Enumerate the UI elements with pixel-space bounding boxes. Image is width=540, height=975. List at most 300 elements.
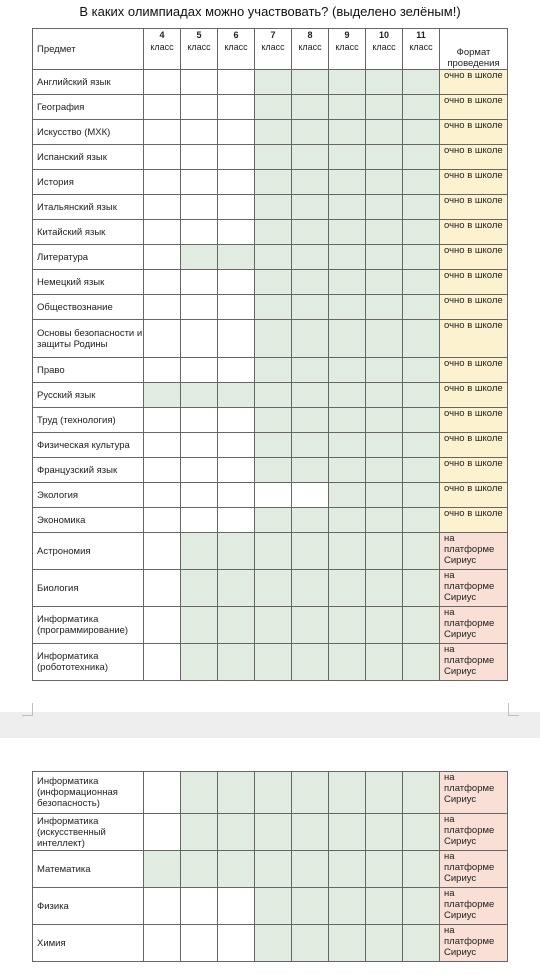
grade-cell (181, 70, 218, 95)
table-row (33, 70, 508, 95)
eligible-grade-cell (403, 320, 440, 358)
eligible-grade-cell (366, 270, 403, 295)
table-row (33, 270, 508, 295)
eligible-grade-cell (255, 120, 292, 145)
eligible-grade-cell (292, 245, 329, 270)
grade-cell (218, 195, 255, 220)
eligible-grade-cell (329, 220, 366, 245)
table-row (33, 458, 508, 483)
grade-cell (181, 508, 218, 533)
eligible-grade-cell (181, 383, 218, 408)
grade-cell (144, 120, 181, 145)
eligible-grade-cell (329, 851, 366, 888)
eligible-grade-cell (329, 433, 366, 458)
grade-word: класс (261, 42, 285, 52)
grade-word: класс (224, 42, 248, 52)
format-cell: очно в школе (440, 320, 508, 358)
olympiad-table-continued (32, 771, 508, 962)
grade-cell (144, 814, 181, 851)
eligible-grade-cell (366, 458, 403, 483)
eligible-grade-cell (292, 888, 329, 925)
eligible-grade-cell (403, 295, 440, 320)
subject-cell: Право (33, 358, 144, 383)
eligible-grade-cell (366, 508, 403, 533)
eligible-grade-cell (255, 145, 292, 170)
format-cell: очно в школе (440, 70, 508, 95)
table-row (33, 483, 508, 508)
eligible-grade-cell (403, 270, 440, 295)
eligible-grade-cell (255, 607, 292, 644)
eligible-grade-cell (366, 320, 403, 358)
header-grade-10 (366, 29, 403, 70)
eligible-grade-cell (329, 508, 366, 533)
grade-cell (218, 320, 255, 358)
grade-cell (218, 220, 255, 245)
grade-cell (144, 195, 181, 220)
eligible-grade-cell (292, 433, 329, 458)
table-header-row (33, 29, 508, 70)
eligible-grade-cell (403, 433, 440, 458)
eligible-grade-cell (292, 195, 329, 220)
format-cell: на платформе Сириус (440, 570, 508, 607)
format-cell: на платформе Сириус (440, 888, 508, 925)
table-row (33, 433, 508, 458)
subject-cell: Немецкий язык (33, 270, 144, 295)
table-row (33, 925, 508, 962)
grade-cell (144, 533, 181, 570)
eligible-grade-cell (403, 483, 440, 508)
grade-cell (144, 70, 181, 95)
eligible-grade-cell (292, 383, 329, 408)
eligible-grade-cell (403, 95, 440, 120)
format-cell: очно в школе (440, 458, 508, 483)
eligible-grade-cell (329, 270, 366, 295)
grade-cell (218, 120, 255, 145)
subject-cell: Экономика (33, 508, 144, 533)
eligible-grade-cell (255, 95, 292, 120)
header-grade-9 (329, 29, 366, 70)
subject-cell: Экология (33, 483, 144, 508)
format-cell: на платформе Сириус (440, 851, 508, 888)
grade-cell (181, 145, 218, 170)
table-row (33, 570, 508, 607)
eligible-grade-cell (403, 195, 440, 220)
grade-number: 9 (344, 30, 350, 40)
eligible-grade-cell (255, 320, 292, 358)
eligible-grade-cell (403, 925, 440, 962)
grade-cell (218, 95, 255, 120)
table-row (33, 814, 508, 851)
format-cell: очно в школе (440, 170, 508, 195)
eligible-grade-cell (292, 95, 329, 120)
grade-number: 4 (159, 30, 165, 40)
eligible-grade-cell (403, 408, 440, 433)
eligible-grade-cell (329, 95, 366, 120)
subject-cell: Биология (33, 570, 144, 607)
eligible-grade-cell (181, 772, 218, 814)
table-row (33, 508, 508, 533)
eligible-grade-cell (292, 925, 329, 962)
table-row (33, 358, 508, 383)
table-row (33, 607, 508, 644)
eligible-grade-cell (218, 772, 255, 814)
subject-cell: Китайский язык (33, 220, 144, 245)
table-row (33, 220, 508, 245)
subject-cell: Информатика (робототехника) (33, 644, 144, 681)
subject-cell: Информатика (информационная безопасность) (33, 772, 144, 814)
format-cell: очно в школе (440, 220, 508, 245)
grade-cell (144, 570, 181, 607)
eligible-grade-cell (329, 295, 366, 320)
grade-cell (144, 95, 181, 120)
eligible-grade-cell (255, 888, 292, 925)
grade-cell (218, 358, 255, 383)
table-row (33, 408, 508, 433)
subject-cell: Французский язык (33, 458, 144, 483)
subject-cell: Итальянский язык (33, 195, 144, 220)
eligible-grade-cell (255, 644, 292, 681)
grade-cell (218, 888, 255, 925)
grade-word: класс (187, 42, 211, 52)
grade-cell (218, 433, 255, 458)
eligible-grade-cell (218, 245, 255, 270)
eligible-grade-cell (403, 851, 440, 888)
subject-cell: География (33, 95, 144, 120)
eligible-grade-cell (292, 814, 329, 851)
subject-cell: Труд (технология) (33, 408, 144, 433)
grade-cell (218, 145, 255, 170)
eligible-grade-cell (255, 70, 292, 95)
header-grade-11 (403, 29, 440, 70)
format-cell: очно в школе (440, 95, 508, 120)
eligible-grade-cell (403, 533, 440, 570)
page-corner-mark-right (508, 703, 519, 716)
grade-cell (144, 245, 181, 270)
eligible-grade-cell (366, 644, 403, 681)
format-cell: очно в школе (440, 408, 508, 433)
format-cell: очно в школе (440, 383, 508, 408)
eligible-grade-cell (255, 851, 292, 888)
eligible-grade-cell (403, 644, 440, 681)
eligible-grade-cell (218, 570, 255, 607)
eligible-grade-cell (329, 383, 366, 408)
eligible-grade-cell (255, 295, 292, 320)
eligible-grade-cell (329, 533, 366, 570)
eligible-grade-cell (255, 772, 292, 814)
eligible-grade-cell (403, 358, 440, 383)
grade-cell (218, 508, 255, 533)
eligible-grade-cell (329, 145, 366, 170)
table-row (33, 644, 508, 681)
eligible-grade-cell (292, 120, 329, 145)
eligible-grade-cell (329, 320, 366, 358)
subject-cell: Обществознание (33, 295, 144, 320)
grade-number: 6 (233, 30, 239, 40)
grade-cell (144, 270, 181, 295)
eligible-grade-cell (329, 607, 366, 644)
grade-cell (144, 170, 181, 195)
eligible-grade-cell (255, 433, 292, 458)
subject-cell: Литература (33, 245, 144, 270)
grade-cell (144, 320, 181, 358)
eligible-grade-cell (181, 570, 218, 607)
table-row (33, 772, 508, 814)
subject-cell: Английский язык (33, 70, 144, 95)
eligible-grade-cell (366, 772, 403, 814)
eligible-grade-cell (403, 145, 440, 170)
eligible-grade-cell (181, 533, 218, 570)
subject-cell: Физическая культура (33, 433, 144, 458)
eligible-grade-cell (218, 644, 255, 681)
eligible-grade-cell (403, 170, 440, 195)
grade-cell (181, 170, 218, 195)
eligible-grade-cell (292, 320, 329, 358)
grade-cell (181, 888, 218, 925)
header-format: Формат проведения (440, 29, 508, 70)
eligible-grade-cell (403, 888, 440, 925)
table-row (33, 145, 508, 170)
eligible-grade-cell (255, 508, 292, 533)
grade-word: класс (335, 42, 359, 52)
grade-cell (144, 408, 181, 433)
format-cell: на платформе Сириус (440, 772, 508, 814)
subject-cell: Испанский язык (33, 145, 144, 170)
grade-cell (181, 408, 218, 433)
subject-cell: История (33, 170, 144, 195)
eligible-grade-cell (366, 814, 403, 851)
eligible-grade-cell (218, 814, 255, 851)
grade-cell (292, 483, 329, 508)
table-row (33, 245, 508, 270)
eligible-grade-cell (329, 458, 366, 483)
eligible-grade-cell (366, 95, 403, 120)
eligible-grade-cell (329, 358, 366, 383)
format-cell: очно в школе (440, 508, 508, 533)
eligible-grade-cell (292, 644, 329, 681)
header-grade-4 (144, 29, 181, 70)
grade-cell (181, 320, 218, 358)
table-row (33, 120, 508, 145)
grade-cell (181, 120, 218, 145)
table-row (33, 195, 508, 220)
eligible-grade-cell (329, 644, 366, 681)
table-row (33, 888, 508, 925)
eligible-grade-cell (144, 851, 181, 888)
eligible-grade-cell (403, 772, 440, 814)
eligible-grade-cell (292, 358, 329, 383)
eligible-grade-cell (329, 888, 366, 925)
eligible-grade-cell (144, 383, 181, 408)
eligible-grade-cell (255, 195, 292, 220)
format-cell: очно в школе (440, 145, 508, 170)
grade-cell (144, 772, 181, 814)
subject-cell: Математика (33, 851, 144, 888)
grade-cell (144, 220, 181, 245)
eligible-grade-cell (403, 814, 440, 851)
table-row (33, 170, 508, 195)
grade-cell (218, 483, 255, 508)
eligible-grade-cell (218, 383, 255, 408)
header-grade-5 (181, 29, 218, 70)
eligible-grade-cell (366, 245, 403, 270)
eligible-grade-cell (218, 607, 255, 644)
eligible-grade-cell (329, 245, 366, 270)
eligible-grade-cell (403, 245, 440, 270)
grade-cell (144, 888, 181, 925)
format-cell: очно в школе (440, 195, 508, 220)
eligible-grade-cell (329, 195, 366, 220)
table-row (33, 320, 508, 358)
eligible-grade-cell (366, 483, 403, 508)
page-corner-mark-left (22, 703, 33, 716)
format-cell: на платформе Сириус (440, 925, 508, 962)
eligible-grade-cell (292, 70, 329, 95)
format-cell: на платформе Сириус (440, 607, 508, 644)
grade-word: класс (372, 42, 396, 52)
page-title: В каких олимпиадах можно участвовать? (выделено зелёным!) (79, 4, 461, 19)
header-grade-8 (292, 29, 329, 70)
grade-number: 11 (416, 30, 426, 40)
grade-cell (218, 295, 255, 320)
eligible-grade-cell (218, 851, 255, 888)
grade-cell (144, 295, 181, 320)
eligible-grade-cell (218, 533, 255, 570)
eligible-grade-cell (255, 358, 292, 383)
eligible-grade-cell (403, 220, 440, 245)
grade-cell (144, 607, 181, 644)
eligible-grade-cell (255, 408, 292, 433)
grade-word: класс (298, 42, 322, 52)
header-grade-6 (218, 29, 255, 70)
grade-cell (181, 220, 218, 245)
eligible-grade-cell (366, 607, 403, 644)
eligible-grade-cell (366, 70, 403, 95)
table-row (33, 295, 508, 320)
eligible-grade-cell (366, 220, 403, 245)
subject-cell: Информатика (программирование) (33, 607, 144, 644)
table-row (33, 95, 508, 120)
eligible-grade-cell (329, 570, 366, 607)
eligible-grade-cell (366, 533, 403, 570)
eligible-grade-cell (366, 888, 403, 925)
format-cell: очно в школе (440, 245, 508, 270)
eligible-grade-cell (292, 145, 329, 170)
page-gap (0, 712, 540, 738)
eligible-grade-cell (403, 383, 440, 408)
format-cell: очно в школе (440, 270, 508, 295)
eligible-grade-cell (255, 570, 292, 607)
eligible-grade-cell (292, 170, 329, 195)
eligible-grade-cell (403, 607, 440, 644)
table-row (33, 533, 508, 570)
eligible-grade-cell (255, 458, 292, 483)
subject-cell: Информатика (искусственный интеллект) (33, 814, 144, 851)
eligible-grade-cell (403, 570, 440, 607)
table-row (33, 383, 508, 408)
grade-cell (144, 145, 181, 170)
grade-cell (181, 925, 218, 962)
subject-cell: Физика (33, 888, 144, 925)
grade-cell (144, 458, 181, 483)
format-cell: на платформе Сириус (440, 533, 508, 570)
eligible-grade-cell (403, 70, 440, 95)
eligible-grade-cell (255, 170, 292, 195)
eligible-grade-cell (255, 925, 292, 962)
eligible-grade-cell (255, 814, 292, 851)
grade-cell (181, 483, 218, 508)
eligible-grade-cell (329, 814, 366, 851)
format-cell: очно в школе (440, 433, 508, 458)
grade-cell (218, 408, 255, 433)
eligible-grade-cell (292, 851, 329, 888)
grade-cell (218, 270, 255, 295)
eligible-grade-cell (366, 170, 403, 195)
format-cell: очно в школе (440, 295, 508, 320)
grade-number: 5 (196, 30, 202, 40)
grade-cell (181, 195, 218, 220)
eligible-grade-cell (366, 433, 403, 458)
table-row (33, 851, 508, 888)
grade-cell (255, 483, 292, 508)
grade-cell (181, 458, 218, 483)
eligible-grade-cell (403, 120, 440, 145)
eligible-grade-cell (366, 195, 403, 220)
eligible-grade-cell (366, 145, 403, 170)
eligible-grade-cell (366, 925, 403, 962)
format-cell: очно в школе (440, 483, 508, 508)
grade-cell (181, 270, 218, 295)
grade-word: класс (150, 42, 174, 52)
eligible-grade-cell (329, 772, 366, 814)
eligible-grade-cell (181, 607, 218, 644)
eligible-grade-cell (181, 644, 218, 681)
eligible-grade-cell (329, 925, 366, 962)
subject-cell: Астрономия (33, 533, 144, 570)
eligible-grade-cell (292, 607, 329, 644)
format-cell: на платформе Сириус (440, 644, 508, 681)
eligible-grade-cell (292, 772, 329, 814)
format-cell: на платформе Сириус (440, 814, 508, 851)
grade-cell (181, 433, 218, 458)
grade-cell (218, 925, 255, 962)
grade-cell (144, 433, 181, 458)
grade-cell (218, 458, 255, 483)
grade-cell (218, 170, 255, 195)
format-cell: очно в школе (440, 358, 508, 383)
eligible-grade-cell (255, 220, 292, 245)
header-grade-7 (255, 29, 292, 70)
grade-cell (181, 95, 218, 120)
grade-cell (181, 295, 218, 320)
subject-cell: Химия (33, 925, 144, 962)
eligible-grade-cell (181, 814, 218, 851)
eligible-grade-cell (292, 408, 329, 433)
grade-number: 10 (378, 30, 389, 40)
subject-cell: Основы безопасности и защиты Родины (33, 320, 144, 358)
grade-cell (144, 508, 181, 533)
eligible-grade-cell (181, 851, 218, 888)
eligible-grade-cell (366, 570, 403, 607)
eligible-grade-cell (181, 245, 218, 270)
grade-number: 7 (270, 30, 276, 40)
eligible-grade-cell (292, 570, 329, 607)
eligible-grade-cell (292, 295, 329, 320)
eligible-grade-cell (403, 458, 440, 483)
grade-cell (144, 925, 181, 962)
grade-cell (144, 483, 181, 508)
header-subject: Предмет (33, 29, 144, 70)
eligible-grade-cell (292, 508, 329, 533)
